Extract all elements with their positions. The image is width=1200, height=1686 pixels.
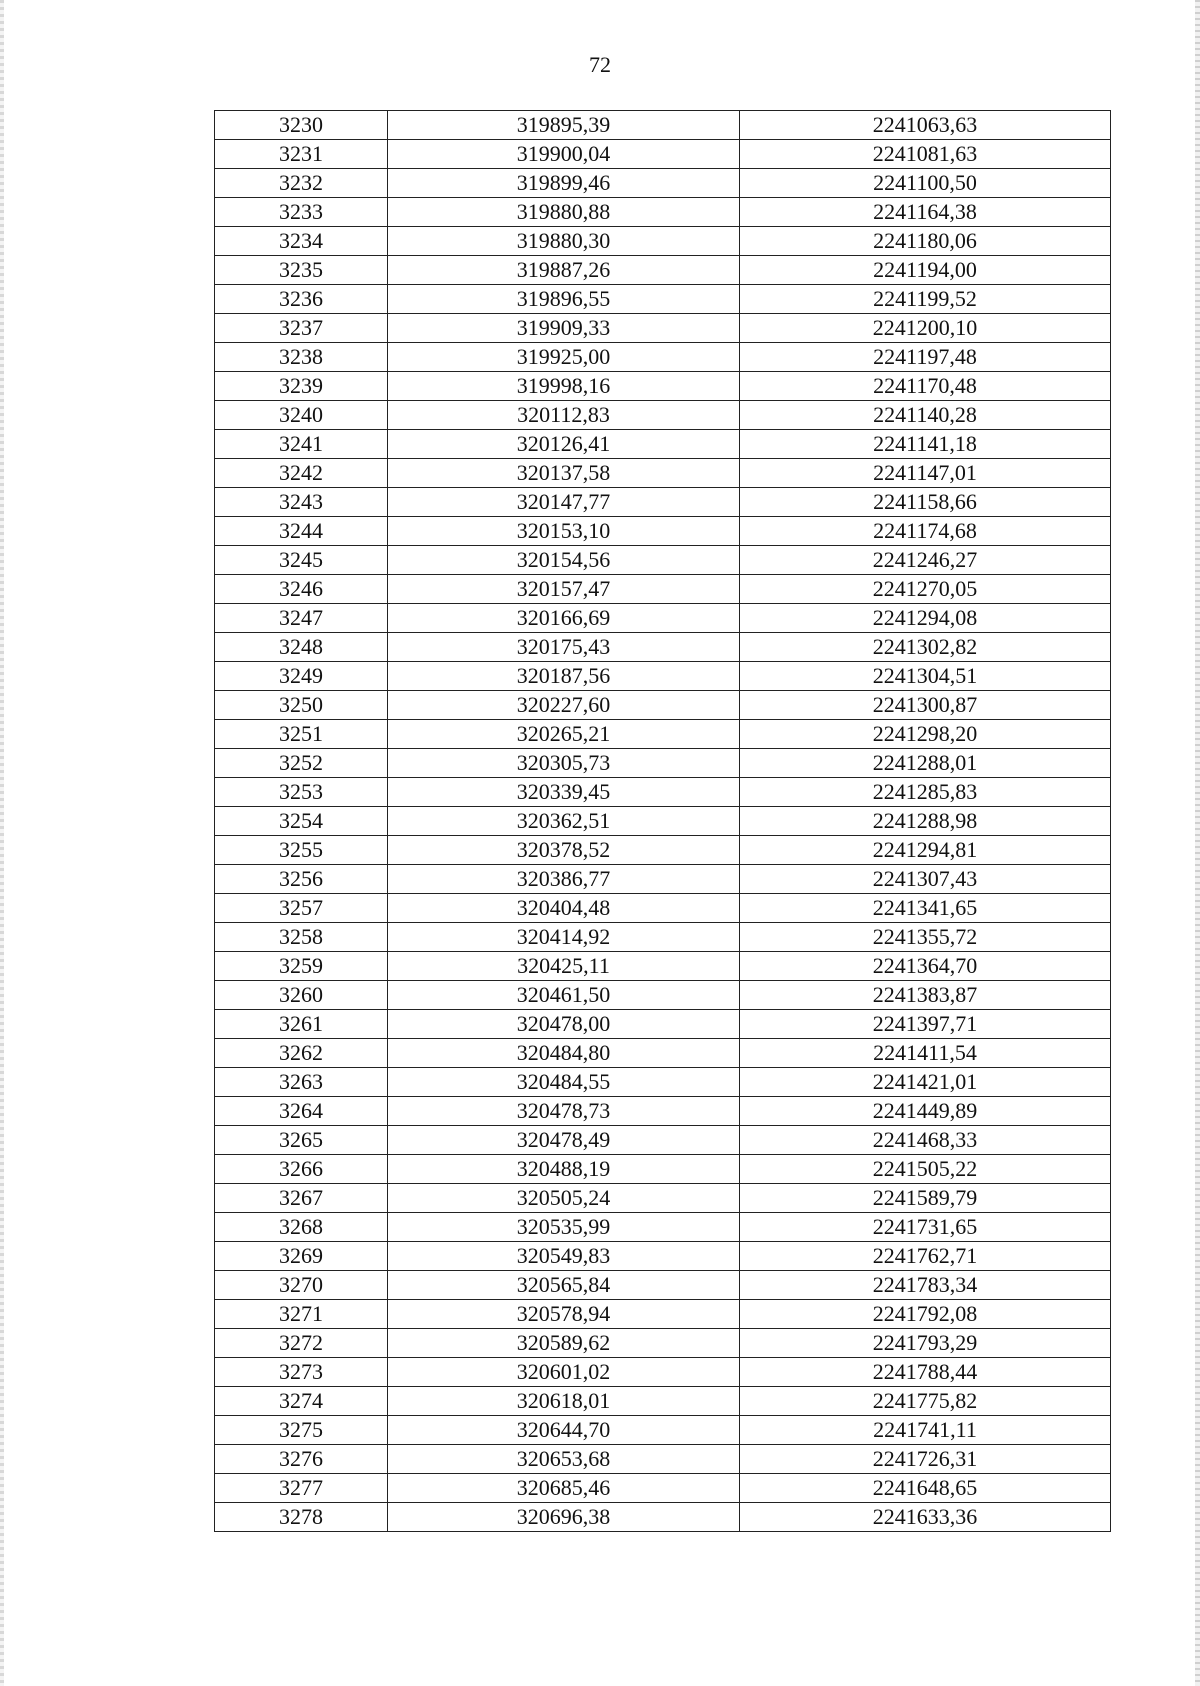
point-number-cell: 3259 xyxy=(215,952,388,981)
x-coordinate-cell: 320549,83 xyxy=(388,1242,740,1271)
y-coordinate-cell: 2241411,54 xyxy=(740,1039,1111,1068)
table-row xyxy=(215,1416,1111,1445)
table-row xyxy=(215,720,1111,749)
table-row xyxy=(215,691,1111,720)
table-row xyxy=(215,1039,1111,1068)
table-row xyxy=(215,169,1111,198)
x-coordinate-cell: 320478,49 xyxy=(388,1126,740,1155)
x-coordinate-cell: 320378,52 xyxy=(388,836,740,865)
x-coordinate-cell: 320478,00 xyxy=(388,1010,740,1039)
x-coordinate-cell: 320589,62 xyxy=(388,1329,740,1358)
table-row xyxy=(215,1010,1111,1039)
point-number-cell: 3246 xyxy=(215,575,388,604)
table-row xyxy=(215,662,1111,691)
point-number-cell: 3275 xyxy=(215,1416,388,1445)
table-row xyxy=(215,1358,1111,1387)
x-coordinate-cell: 320414,92 xyxy=(388,923,740,952)
table-row xyxy=(215,256,1111,285)
y-coordinate-cell: 2241421,01 xyxy=(740,1068,1111,1097)
y-coordinate-cell: 2241288,98 xyxy=(740,807,1111,836)
y-coordinate-cell: 2241364,70 xyxy=(740,952,1111,981)
point-number-cell: 3244 xyxy=(215,517,388,546)
y-coordinate-cell: 2241164,38 xyxy=(740,198,1111,227)
point-number-cell: 3241 xyxy=(215,430,388,459)
point-number-cell: 3274 xyxy=(215,1387,388,1416)
x-coordinate-cell: 320578,94 xyxy=(388,1300,740,1329)
x-coordinate-cell: 320404,48 xyxy=(388,894,740,923)
point-number-cell: 3271 xyxy=(215,1300,388,1329)
point-number-cell: 3240 xyxy=(215,401,388,430)
x-coordinate-cell: 320175,43 xyxy=(388,633,740,662)
y-coordinate-cell: 2241304,51 xyxy=(740,662,1111,691)
point-number-cell: 3272 xyxy=(215,1329,388,1358)
x-coordinate-cell: 320484,80 xyxy=(388,1039,740,1068)
y-coordinate-cell: 2241300,87 xyxy=(740,691,1111,720)
table-row xyxy=(215,430,1111,459)
y-coordinate-cell: 2241762,71 xyxy=(740,1242,1111,1271)
table-row xyxy=(215,1097,1111,1126)
table-row xyxy=(215,807,1111,836)
table-row xyxy=(215,140,1111,169)
y-coordinate-cell: 2241468,33 xyxy=(740,1126,1111,1155)
table-row xyxy=(215,1474,1111,1503)
x-coordinate-cell: 319880,30 xyxy=(388,227,740,256)
x-coordinate-cell: 320653,68 xyxy=(388,1445,740,1474)
x-coordinate-cell: 319998,16 xyxy=(388,372,740,401)
x-coordinate-cell: 319887,26 xyxy=(388,256,740,285)
table-row xyxy=(215,1329,1111,1358)
point-number-cell: 3260 xyxy=(215,981,388,1010)
y-coordinate-cell: 2241775,82 xyxy=(740,1387,1111,1416)
x-coordinate-cell: 320154,56 xyxy=(388,546,740,575)
x-coordinate-cell: 320362,51 xyxy=(388,807,740,836)
y-coordinate-cell: 2241270,05 xyxy=(740,575,1111,604)
table-row xyxy=(215,1271,1111,1300)
table-row xyxy=(215,285,1111,314)
table-row xyxy=(215,1503,1111,1532)
y-coordinate-cell: 2241383,87 xyxy=(740,981,1111,1010)
y-coordinate-cell: 2241200,10 xyxy=(740,314,1111,343)
x-coordinate-cell: 320618,01 xyxy=(388,1387,740,1416)
x-coordinate-cell: 319895,39 xyxy=(388,111,740,140)
table-row xyxy=(215,1387,1111,1416)
y-coordinate-cell: 2241355,72 xyxy=(740,923,1111,952)
y-coordinate-cell: 2241397,71 xyxy=(740,1010,1111,1039)
x-coordinate-cell: 320112,83 xyxy=(388,401,740,430)
table-row xyxy=(215,894,1111,923)
table-row xyxy=(215,923,1111,952)
table-row xyxy=(215,633,1111,662)
table-row xyxy=(215,778,1111,807)
y-coordinate-cell: 2241100,50 xyxy=(740,169,1111,198)
coordinates-table-body xyxy=(215,111,1111,1532)
y-coordinate-cell: 2241307,43 xyxy=(740,865,1111,894)
table-row xyxy=(215,865,1111,894)
point-number-cell: 3261 xyxy=(215,1010,388,1039)
x-coordinate-cell: 320227,60 xyxy=(388,691,740,720)
x-coordinate-cell: 320488,19 xyxy=(388,1155,740,1184)
y-coordinate-cell: 2241731,65 xyxy=(740,1213,1111,1242)
point-number-cell: 3273 xyxy=(215,1358,388,1387)
table-row xyxy=(215,198,1111,227)
x-coordinate-cell: 320137,58 xyxy=(388,459,740,488)
y-coordinate-cell: 2241505,22 xyxy=(740,1155,1111,1184)
point-number-cell: 3230 xyxy=(215,111,388,140)
y-coordinate-cell: 2241793,29 xyxy=(740,1329,1111,1358)
y-coordinate-cell: 2241063,63 xyxy=(740,111,1111,140)
x-coordinate-cell: 319880,88 xyxy=(388,198,740,227)
y-coordinate-cell: 2241081,63 xyxy=(740,140,1111,169)
point-number-cell: 3237 xyxy=(215,314,388,343)
table-row xyxy=(215,1300,1111,1329)
point-number-cell: 3239 xyxy=(215,372,388,401)
y-coordinate-cell: 2241783,34 xyxy=(740,1271,1111,1300)
table-row xyxy=(215,1213,1111,1242)
x-coordinate-cell: 320601,02 xyxy=(388,1358,740,1387)
x-coordinate-cell: 320153,10 xyxy=(388,517,740,546)
x-coordinate-cell: 320265,21 xyxy=(388,720,740,749)
point-number-cell: 3236 xyxy=(215,285,388,314)
table-row xyxy=(215,314,1111,343)
point-number-cell: 3265 xyxy=(215,1126,388,1155)
scan-edge-right xyxy=(1195,0,1200,1686)
y-coordinate-cell: 2241170,48 xyxy=(740,372,1111,401)
point-number-cell: 3231 xyxy=(215,140,388,169)
point-number-cell: 3251 xyxy=(215,720,388,749)
y-coordinate-cell: 2241246,27 xyxy=(740,546,1111,575)
point-number-cell: 3257 xyxy=(215,894,388,923)
table-row xyxy=(215,836,1111,865)
point-number-cell: 3234 xyxy=(215,227,388,256)
x-coordinate-cell: 320505,24 xyxy=(388,1184,740,1213)
x-coordinate-cell: 320478,73 xyxy=(388,1097,740,1126)
y-coordinate-cell: 2241298,20 xyxy=(740,720,1111,749)
y-coordinate-cell: 2241741,11 xyxy=(740,1416,1111,1445)
point-number-cell: 3253 xyxy=(215,778,388,807)
table-row xyxy=(215,575,1111,604)
table-row xyxy=(215,604,1111,633)
y-coordinate-cell: 2241180,06 xyxy=(740,227,1111,256)
y-coordinate-cell: 2241294,81 xyxy=(740,836,1111,865)
coordinates-table xyxy=(214,110,1111,1532)
page-number: 72 xyxy=(589,52,611,77)
point-number-cell: 3263 xyxy=(215,1068,388,1097)
point-number-cell: 3249 xyxy=(215,662,388,691)
x-coordinate-cell: 320484,55 xyxy=(388,1068,740,1097)
x-coordinate-cell: 320386,77 xyxy=(388,865,740,894)
table-row xyxy=(215,372,1111,401)
table-row xyxy=(215,227,1111,256)
y-coordinate-cell: 2241197,48 xyxy=(740,343,1111,372)
point-number-cell: 3276 xyxy=(215,1445,388,1474)
x-coordinate-cell: 319900,04 xyxy=(388,140,740,169)
point-number-cell: 3250 xyxy=(215,691,388,720)
table-row xyxy=(215,488,1111,517)
y-coordinate-cell: 2241294,08 xyxy=(740,604,1111,633)
x-coordinate-cell: 319899,46 xyxy=(388,169,740,198)
point-number-cell: 3245 xyxy=(215,546,388,575)
x-coordinate-cell: 320461,50 xyxy=(388,981,740,1010)
point-number-cell: 3233 xyxy=(215,198,388,227)
table-row xyxy=(215,1126,1111,1155)
x-coordinate-cell: 320685,46 xyxy=(388,1474,740,1503)
table-row xyxy=(215,1184,1111,1213)
point-number-cell: 3266 xyxy=(215,1155,388,1184)
table-row xyxy=(215,1155,1111,1184)
y-coordinate-cell: 2241788,44 xyxy=(740,1358,1111,1387)
x-coordinate-cell: 319909,33 xyxy=(388,314,740,343)
point-number-cell: 3243 xyxy=(215,488,388,517)
y-coordinate-cell: 2241302,82 xyxy=(740,633,1111,662)
point-number-cell: 3232 xyxy=(215,169,388,198)
x-coordinate-cell: 320565,84 xyxy=(388,1271,740,1300)
table-row xyxy=(215,952,1111,981)
y-coordinate-cell: 2241285,83 xyxy=(740,778,1111,807)
point-number-cell: 3278 xyxy=(215,1503,388,1532)
table-row xyxy=(215,459,1111,488)
table-row xyxy=(215,1068,1111,1097)
x-coordinate-cell: 320339,45 xyxy=(388,778,740,807)
x-coordinate-cell: 319925,00 xyxy=(388,343,740,372)
point-number-cell: 3255 xyxy=(215,836,388,865)
y-coordinate-cell: 2241199,52 xyxy=(740,285,1111,314)
table-row xyxy=(215,981,1111,1010)
x-coordinate-cell: 320126,41 xyxy=(388,430,740,459)
table-row xyxy=(215,343,1111,372)
table-row xyxy=(215,749,1111,778)
x-coordinate-cell: 320187,56 xyxy=(388,662,740,691)
scan-edge-left xyxy=(0,0,4,1686)
x-coordinate-cell: 320696,38 xyxy=(388,1503,740,1532)
x-coordinate-cell: 320166,69 xyxy=(388,604,740,633)
y-coordinate-cell: 2241194,00 xyxy=(740,256,1111,285)
y-coordinate-cell: 2241633,36 xyxy=(740,1503,1111,1532)
point-number-cell: 3262 xyxy=(215,1039,388,1068)
point-number-cell: 3270 xyxy=(215,1271,388,1300)
table-row xyxy=(215,1445,1111,1474)
x-coordinate-cell: 320305,73 xyxy=(388,749,740,778)
x-coordinate-cell: 320157,47 xyxy=(388,575,740,604)
point-number-cell: 3235 xyxy=(215,256,388,285)
x-coordinate-cell: 320535,99 xyxy=(388,1213,740,1242)
x-coordinate-cell: 320644,70 xyxy=(388,1416,740,1445)
point-number-cell: 3267 xyxy=(215,1184,388,1213)
table-row xyxy=(215,546,1111,575)
y-coordinate-cell: 2241792,08 xyxy=(740,1300,1111,1329)
point-number-cell: 3258 xyxy=(215,923,388,952)
y-coordinate-cell: 2241147,01 xyxy=(740,459,1111,488)
point-number-cell: 3252 xyxy=(215,749,388,778)
point-number-cell: 3238 xyxy=(215,343,388,372)
table-row xyxy=(215,517,1111,546)
table-row xyxy=(215,401,1111,430)
y-coordinate-cell: 2241141,18 xyxy=(740,430,1111,459)
y-coordinate-cell: 2241140,28 xyxy=(740,401,1111,430)
y-coordinate-cell: 2241288,01 xyxy=(740,749,1111,778)
y-coordinate-cell: 2241589,79 xyxy=(740,1184,1111,1213)
y-coordinate-cell: 2241648,65 xyxy=(740,1474,1111,1503)
point-number-cell: 3242 xyxy=(215,459,388,488)
y-coordinate-cell: 2241449,89 xyxy=(740,1097,1111,1126)
point-number-cell: 3268 xyxy=(215,1213,388,1242)
table-row xyxy=(215,111,1111,140)
point-number-cell: 3247 xyxy=(215,604,388,633)
point-number-cell: 3256 xyxy=(215,865,388,894)
x-coordinate-cell: 319896,55 xyxy=(388,285,740,314)
point-number-cell: 3248 xyxy=(215,633,388,662)
y-coordinate-cell: 2241174,68 xyxy=(740,517,1111,546)
x-coordinate-cell: 320147,77 xyxy=(388,488,740,517)
point-number-cell: 3269 xyxy=(215,1242,388,1271)
point-number-cell: 3254 xyxy=(215,807,388,836)
y-coordinate-cell: 2241726,31 xyxy=(740,1445,1111,1474)
point-number-cell: 3264 xyxy=(215,1097,388,1126)
x-coordinate-cell: 320425,11 xyxy=(388,952,740,981)
point-number-cell: 3277 xyxy=(215,1474,388,1503)
table-row xyxy=(215,1242,1111,1271)
y-coordinate-cell: 2241341,65 xyxy=(740,894,1111,923)
y-coordinate-cell: 2241158,66 xyxy=(740,488,1111,517)
